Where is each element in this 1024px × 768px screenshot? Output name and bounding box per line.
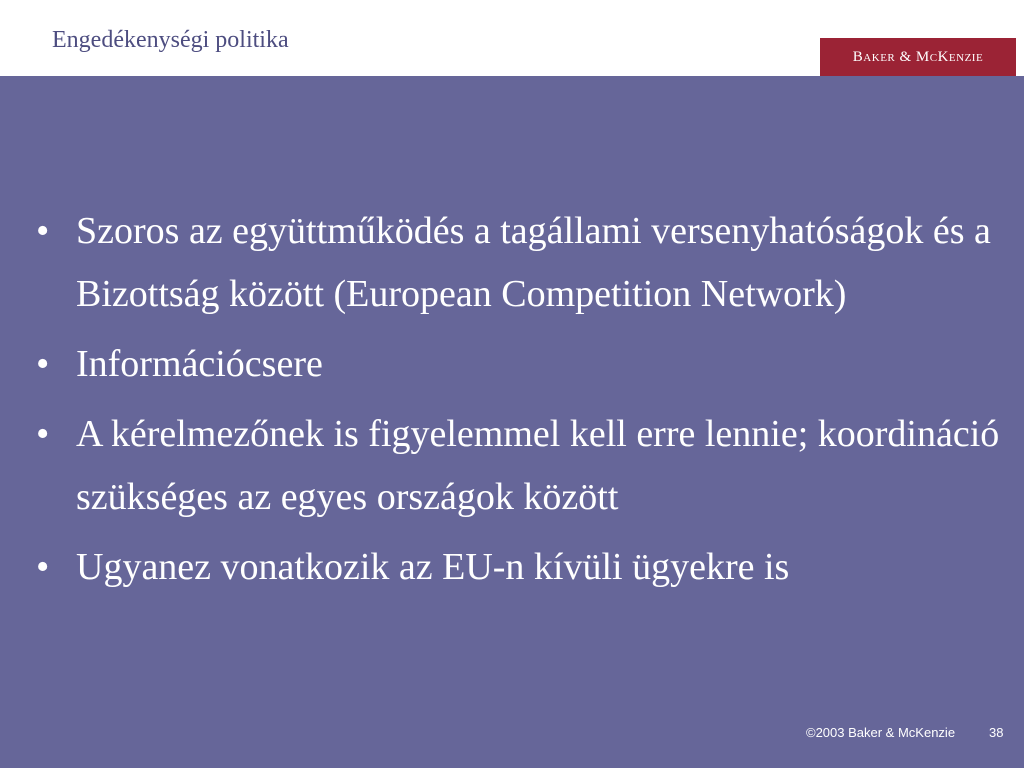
footer-copyright: ©2003 Baker & McKenzie [806, 725, 956, 740]
bullet-text: Ugyanez vonatkozik az EU-n kívüli ügyekre is [76, 546, 790, 588]
bullet-item [32, 200, 1007, 326]
bullet-item [32, 333, 1007, 396]
bullet-icon: • [36, 210, 50, 252]
bullet-text: Szoros az együttműködés a tagállami versenyhatóságok és a Bizottság között (European Competition Network) [76, 210, 991, 315]
bullet-item [32, 536, 1007, 599]
bullet-text: Információcsere [76, 343, 323, 385]
bullet-list [32, 200, 1007, 606]
bullet-icon: • [36, 413, 50, 455]
page-number: 38 [989, 725, 1004, 740]
bullet-text: A kérelmezőnek is figyelemmel kell erre lennie; koordináció szükséges az egyes országok között [76, 413, 1000, 518]
bullet-icon: • [36, 546, 50, 588]
slide-header [0, 0, 1024, 76]
bullet-icon: • [36, 343, 50, 385]
bullet-item [32, 403, 1007, 529]
baker-mckenzie-logo: Baker & McKenzie [820, 38, 1016, 76]
slide-title: Engedékenységi politika [52, 27, 289, 53]
